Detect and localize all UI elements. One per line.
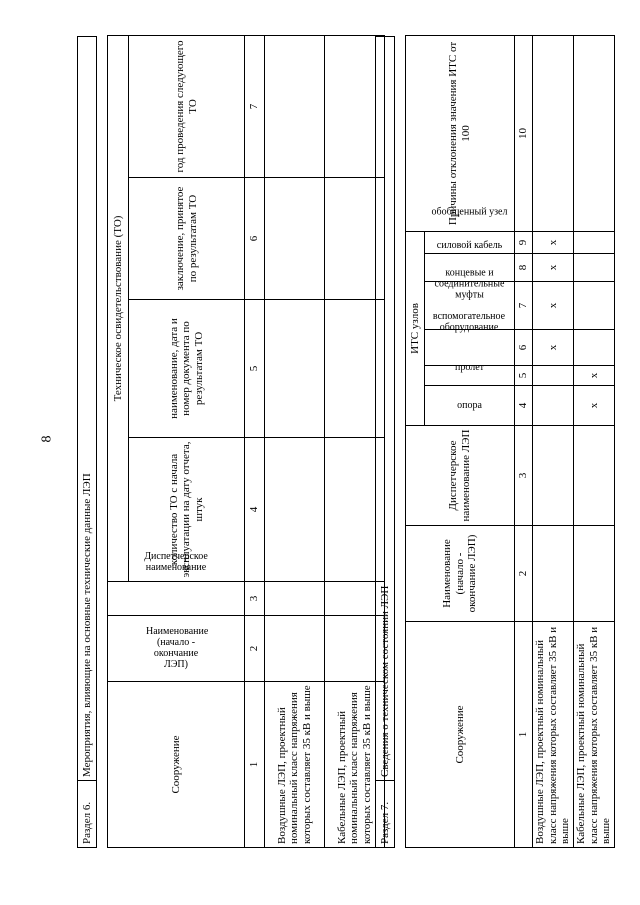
s6-colnum: 4 <box>245 438 265 582</box>
section-6-table <box>107 35 385 848</box>
s7-header-support <box>425 386 515 426</box>
table-cell <box>265 178 325 300</box>
table-cell <box>533 386 574 426</box>
s6-header-doc: наименование, дата и номер документа по результатам ТО <box>129 300 245 438</box>
s6-header-dispatch-text: Диспетчерское наименование <box>143 551 208 573</box>
s6-header-count: количество ТО с начала эксплуатации на дату отчета, штук <box>129 438 245 582</box>
s7-header-dispatch: Диспетчерское наименование ЛЭП <box>406 426 515 526</box>
s6-colnum: 5 <box>245 300 265 438</box>
table-cell <box>533 526 574 622</box>
s7-header-general-text: обобщенный узел <box>431 206 508 218</box>
s7-colnum: 5 <box>515 366 533 386</box>
s7-colnum: 1 <box>515 622 533 848</box>
table-cell <box>573 426 614 526</box>
table-row <box>533 35 574 847</box>
section-7-table <box>405 35 615 848</box>
s6-header-name <box>108 616 245 682</box>
s7-header-support-text: опора <box>457 400 483 412</box>
table-cell <box>533 35 574 231</box>
page-number: 8 <box>39 435 55 443</box>
s7-header-its: ИТС узлов <box>406 231 425 425</box>
table-cell <box>573 526 614 622</box>
s7-colnum: 6 <box>515 330 533 366</box>
table-cell: х <box>573 366 614 386</box>
s7-header-name: Наименование (начало - окончание ЛЭП) <box>406 526 515 622</box>
s6-colnum: 1 <box>245 682 265 848</box>
s7-colnum: 10 <box>515 35 533 231</box>
s7-colnum: 7 <box>515 282 533 330</box>
table-cell <box>533 366 574 386</box>
table-cell <box>265 438 325 582</box>
table-row <box>265 35 325 847</box>
section-6 <box>77 36 385 848</box>
section-6-title-bar <box>77 36 97 848</box>
s7-colnum: 3 <box>515 426 533 526</box>
s6-colnum: 6 <box>245 178 265 300</box>
s6-header-name-text: Наименование (начало - окончание ЛЭП) <box>145 626 208 670</box>
s7-header-cable-text: силовой кабель <box>436 239 503 251</box>
s6-header-dispatch <box>108 551 245 616</box>
section-7-title-bar <box>375 36 395 848</box>
s7-row-structure: Воздушные ЛЭП, проектный номинальный класс напряжения которых составляет 35 кВ и выше <box>533 622 574 848</box>
s6-row-structure: Кабельные ЛЭП, проектный номинальный класс напряжения которых составляет 35 кВ и выше <box>325 682 385 848</box>
table-cell <box>573 330 614 366</box>
table-cell <box>265 582 325 616</box>
s7-colnum: 2 <box>515 526 533 622</box>
s6-row-structure: Воздушные ЛЭП, проектный номинальный класс напряжения которых составляет 35 кВ и выше <box>265 682 325 848</box>
section-6-title: Мероприятия, влияющие на основные технические данные ЛЭП <box>78 37 97 781</box>
table-cell: х <box>533 231 574 253</box>
section-6-label: Раздел 6. <box>78 781 97 848</box>
s7-header-aux <box>425 311 515 366</box>
table-cell <box>573 35 614 231</box>
section-7-title: Сведения о техническом состоянии ЛЭП <box>376 37 395 781</box>
s7-colnum: 4 <box>515 386 533 426</box>
table-cell <box>265 35 325 177</box>
s6-colnum: 2 <box>245 616 265 682</box>
table-cell: х <box>533 282 574 330</box>
table-cell: х <box>533 254 574 282</box>
s7-header-aux-text: вспомогательное оборудование <box>433 311 506 333</box>
s7-header-span-text: пролет <box>455 361 485 373</box>
section-7 <box>375 36 615 848</box>
s7-colnum: 8 <box>515 254 533 282</box>
s6-colnum: 3 <box>245 582 265 616</box>
table-cell <box>573 254 614 282</box>
s6-header-group: Техническое освидетельствование (ТО) <box>108 35 129 581</box>
table-row <box>573 35 614 847</box>
section-7-label: Раздел 7. <box>376 781 395 848</box>
table-cell <box>265 616 325 682</box>
s7-header-structure: Сооружение <box>406 622 515 848</box>
table-cell <box>265 300 325 438</box>
s6-header-structure: Сооружение <box>108 682 245 848</box>
s7-colnum: 9 <box>515 231 533 253</box>
s6-header-conclusion: заключение, принятое по результатам ТО <box>129 178 245 300</box>
table-cell: х <box>533 330 574 366</box>
s7-header-couplings-text: концевые и соединительные муфты <box>434 267 505 301</box>
table-cell <box>573 282 614 330</box>
table-cell <box>533 426 574 526</box>
table-cell <box>573 231 614 253</box>
s7-header-reasons: Причины отклонения значения ИТС от 100 <box>406 35 515 231</box>
s7-row-structure: Кабельные ЛЭП, проектный номинальный класс напряжения которых составляет 35 кВ и выше <box>573 622 614 848</box>
s6-colnum: 7 <box>245 35 265 177</box>
s7-header-span <box>425 361 515 386</box>
table-cell: х <box>573 386 614 426</box>
s6-header-next-year: год проведения следующего ТО <box>129 35 245 177</box>
